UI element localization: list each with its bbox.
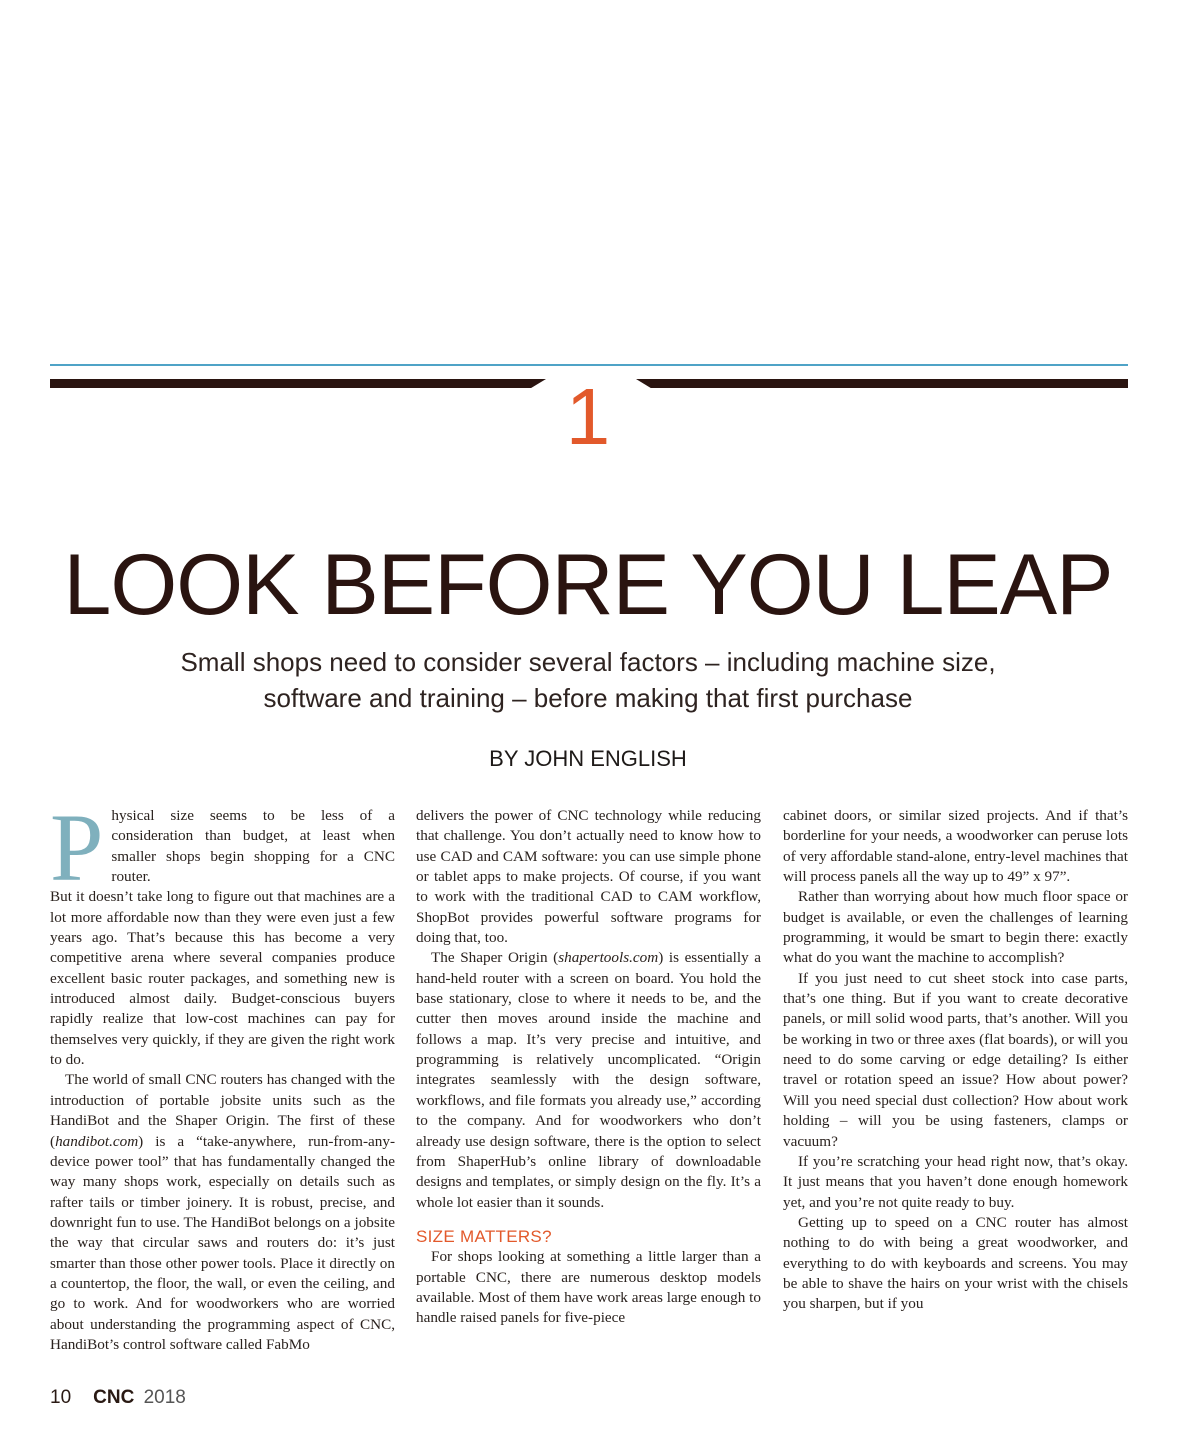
- article-subtitle: [0, 644, 1176, 716]
- byline: BY JOHN ENGLISH: [489, 746, 687, 771]
- section-heading: SIZE MATTERS?: [416, 1226, 552, 1246]
- paragraph: For shops looking at something a little larger than a portable CNC, there are numerous desktop models available. Most of them have work areas large enough to handle raised panels for five-piece: [416, 1248, 761, 1327]
- paragraph: cabinet doors, or similar sized projects. And if that’s borderline for your needs, a woodworker can peruse lots of very affordable stand-alone, entry-level machines that will process panels all the way up to 49” x 97”.: [783, 807, 1128, 886]
- header-rule-blue: [50, 364, 1128, 366]
- magazine-name: CNC: [93, 1387, 135, 1408]
- paragraph-text: The Shaper Origin (: [431, 949, 559, 967]
- paragraph: Rather than worrying about how much floor space or budget is available, or even the challenges of learning programming, it would be smart to begin there: exactly what do you want the machine to accomplish?: [783, 888, 1128, 967]
- paragraph: If you just need to cut sheet stock into case parts, that’s one thing. But if you want to create decorative panels, or mill solid wood parts, that’s another. Will you be working in two or three axes (flat boards), or will you need to do some carving or edge detailing? Is either travel or rotation speed an issue? How about power? Will you need special dust collection? How about work holding – will you be using fasteners, clamps or vacuum?: [783, 969, 1128, 1150]
- web-link: handibot.com: [55, 1132, 139, 1150]
- paragraph: [416, 948, 761, 1212]
- drop-cap: P: [50, 806, 104, 901]
- paragraph: But it doesn’t take long to figure out that machines are a lot more affordable now than they were even just a few years ago. That’s because this has become a very competitive arena where several companies produce excellent basic router packages, and something new is introduced almost daily. Budget-conscious buyers rapidly realize that low-cost machines can pay for themselves very quickly, if they are given the right work to do.: [50, 888, 395, 1069]
- page-footer: [50, 1386, 186, 1410]
- paragraph-text: ) is essentially a hand-held router with a screen on board. You hold the base stationary, close to where it needs to be, and the cutter then moves around inside the machine and follows a map. It’s very precise and intuitive, and programming is relatively uncomplicated. “Origin integrates seamlessly with the design software, workflows, and file formats you already use,” according to the company. And for woodworkers who don’t already use design software, there is the option to select from ShaperHub’s online library of downloadable designs and templates, or simply design on the fly. It’s a whole lot easier than it sounds.: [416, 949, 761, 1211]
- paragraph: delivers the power of CNC technology while reducing that challenge. You don’t actually need to know how to use CAD and CAM software: you can use simple phone or tablet apps to make projects. Of course, if you want to work with the traditional CAD to CAM workflow, ShopBot provides powerful software programs for doing that, too.: [416, 807, 761, 947]
- page-number: 10: [50, 1387, 72, 1408]
- paragraph: Getting up to speed on a CNC router has almost nothing to do with being a great woodworker, and everything to do with keyboards and screens. You may be able to shave the hairs on your wrist with the chisels you sharpen, but if you: [783, 1213, 1128, 1313]
- paragraph: [50, 806, 395, 901]
- paragraph: [50, 1070, 395, 1355]
- paragraph-text: ) is a “take-anywhere, run-from-any-device power tool” that has fundamentally changed the way many shops work, especially on details such as rafter tails or timber joinery. It is robust, precise, and downright fun to use. The HandiBot belongs on a jobsite the way that circular saws and routers do: it’s just smarter than those other power tools. Place it directly on a countertop, the floor, the wall, or even the ceiling, and go to work. And for woodworkers who are worried about understanding the programming aspect of CNC, HandiBot’s control software called FabMo: [50, 1132, 395, 1353]
- chapter-number: 1: [565, 372, 611, 461]
- body-column-3: [783, 806, 1128, 1358]
- web-link: shapertools.com: [558, 949, 659, 967]
- article-title: LOOK BEFORE YOU LEAP: [63, 537, 1113, 633]
- issue-year: 2018: [143, 1387, 186, 1408]
- subtitle-line-1: Small shops need to consider several factors – including machine size,: [180, 647, 996, 677]
- paragraph-text: The world of small CNC routers has changed with the introduction of portable jobsite units such as the HandiBot and the Shaper Origin. The first of these (: [50, 1071, 395, 1150]
- paragraph-text: hysical size seems to be less of a consideration than budget, at least when smaller shops begin shopping for a CNC router.: [111, 807, 395, 886]
- body-column-2: [416, 806, 761, 1358]
- body-column-1: [50, 806, 395, 1358]
- paragraph: If you’re scratching your head right now, that’s okay. It just means that you haven’t done enough homework yet, and you’re not quite ready to buy.: [783, 1152, 1128, 1211]
- subtitle-line-2: software and training – before making that first purchase: [263, 683, 913, 713]
